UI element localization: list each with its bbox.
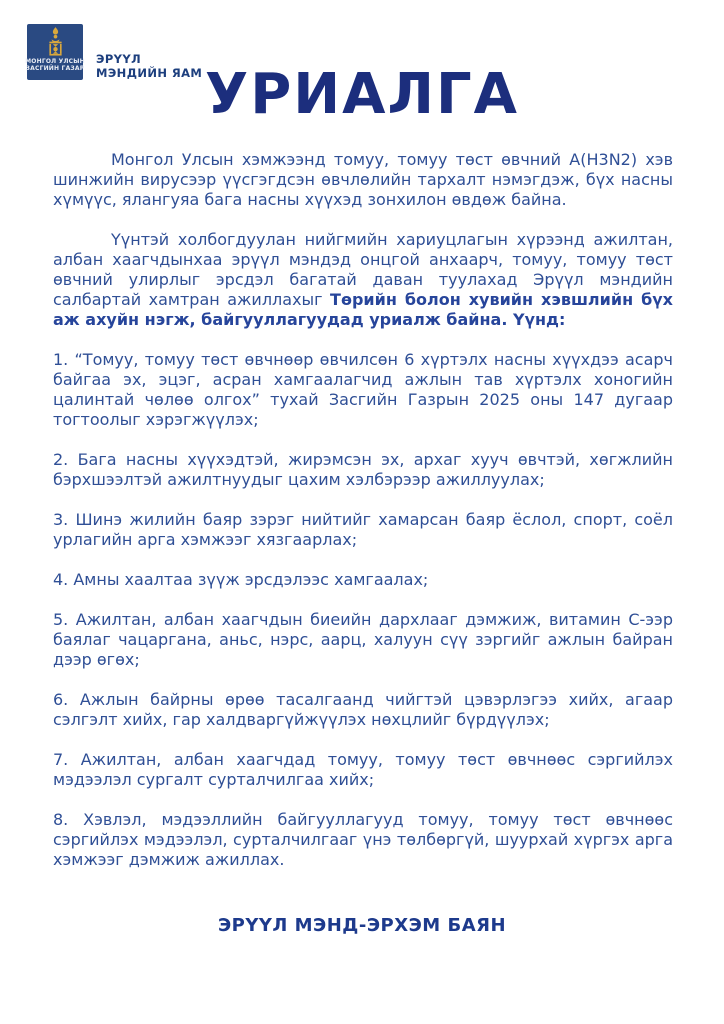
logo-org-line1: МОНГОЛ УЛСЫН [25,58,85,65]
intro-paragraph-2-normal: Үүнтэй холбогдуулан нийгмийн хариуцлагын хүрээнд ажилтан, албан хаагчдынхаа эрүүл мэндэд онцгой анхаарч, томуу, томуу төст өвчний улирлыг эрсдэл багатай даван туулахад Эрүүл мэндийн салбартай хамтран ажиллахыг [53,230,673,309]
list-item-2: 2. Бага насны хүүхэдтэй, жирэмсэн эх, архаг хууч өвчтэй, хөгжлийн бэрхшээлтэй ажилтнуудыг цахим хэлбэрээр ажиллуулах; [53,450,673,489]
list-item-4: 4. Амны хаалтаа зүүж эрсдэлээс хамгаалах; [53,570,429,589]
intro-paragraph-2-bold: Төрийн болон хувийн хэвшлийн бүх аж ахуйн нэгж, байгууллагуудад уриалж байна. Үүнд: [53,290,674,329]
list-item-6: 6. Ажлын байрны өрөө тасалгаанд чийгтэй цэвэрлэгээ хийх, агаар сэлгэлт хийх, гар халдваргүйжүүлэх нөхцлийг бүрдүүлэх; [53,690,673,729]
page-title: УРИАЛГА [205,62,519,127]
list-item-8: 8. Хэвлэл, мэдээллийн байгууллагууд томуу, томуу төст өвчнөөс сэргийлэх мэдээлэл, сурталчилгааг үнэ төлбөргүй, шуурхай хүргэх арга хэмжээг дэмжиж ажиллах. [53,810,673,869]
document-body [53,150,673,890]
list-item-1: 1. “Томуу, томуу төст өвчнөөр өвчилсөн 6 хүртэлх насны хүүхдээ асарч байгаа эх, эцэг, асран хамгаалагчид ажлын тав хүртэлх хоногийн цалинтай чөлөө олгох” тухай Засгийн Газрын 2025 оны 147 дугаар тогтоолыг хэрэгжүүлэх; [53,350,673,429]
ministry-name-line2: МЭНДИЙН ЯАМ [96,66,203,80]
intro-paragraph-2 [53,230,673,330]
list-item-3: 3. Шинэ жилийн баяр зэрэг нийтийг хамарсан баяр ёслол, спорт, соёл урлагийн арга хэмжээг хязгаарлах; [53,510,673,549]
list-item-7: 7. Ажилтан, албан хаагчдад томуу, томуу төст өвчнөөс сэргийлэх мэдээлэл сургалт сурталчилгаа хийх; [53,750,673,789]
logo-org-line2: ЗАСГИЙН ГАЗАР [25,65,85,72]
soyombo-icon [45,27,66,57]
intro-paragraph-1: Монгол Улсын хэмжээнд томуу, томуу төст өвчний А(H3N2) хэв шинжийн вирусээр үүсгэгдсэн өвчлөлийн тархалт нэмэгдэж, бүх насны хүмүүс, ялангуяа бага насны хүүхэд зонхилон өвдөж байна. [53,150,673,209]
footer-slogan: ЭРҮҮЛ МЭНД-ЭРХЭМ БАЯН [217,915,507,936]
ministry-name-line1: ЭРҮҮЛ [96,52,142,66]
list-item-5: 5. Ажилтан, албан хаагчдын биеийн дархлааг дэмжиж, витамин С-ээр баялаг чацаргана, аньс, нэрс, аарц, халуун сүү зэргийг ажлын байран дээр өгөх; [53,610,673,669]
